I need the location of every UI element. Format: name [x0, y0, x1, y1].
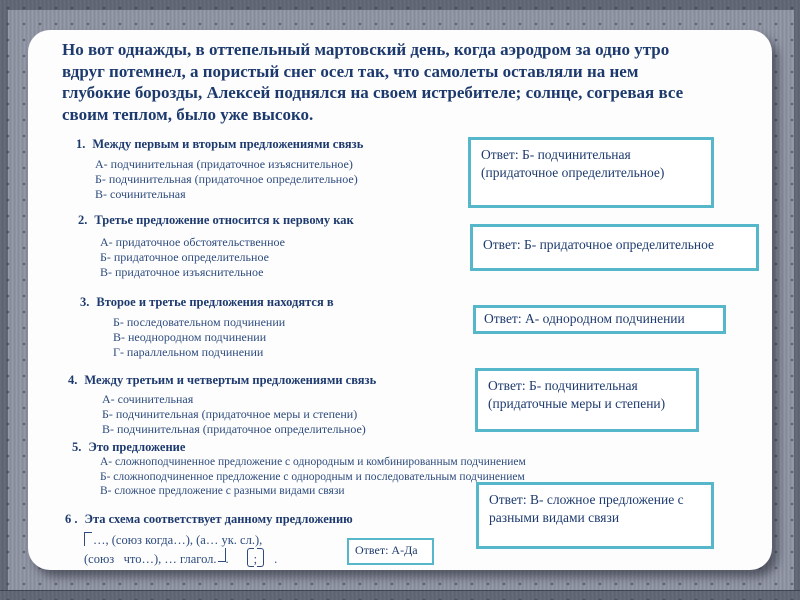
bracket-open-icon [84, 532, 92, 546]
answer-box-1: Ответ: Б- подчинительная (придаточное определительное) [468, 137, 714, 208]
question-1-option-v: В- сочинительная [95, 187, 186, 201]
answer-box-2: Ответ: Б- придаточное определительное [470, 224, 759, 271]
question-5-option-v: В- сложное предложение с разными видами связи [100, 485, 345, 497]
question-2-title: 2. Третье предложение относится к первому как [78, 213, 354, 227]
question-3-option-b: Б- последовательном подчинении [113, 315, 286, 329]
schema-line-2: (союз что…), … глагол. . ; . [84, 548, 734, 567]
background-left-band [0, 10, 8, 590]
question-6-number: 6 . [65, 511, 78, 526]
background-right-band [794, 10, 800, 590]
question-5-title: 5. Это предложение [72, 440, 186, 454]
background-bottom-band [0, 590, 800, 600]
question-2-number: 2. [78, 213, 88, 227]
question-1-option-a: А- подчинительная (придаточное изъяснительное) [95, 157, 353, 171]
question-4-option-a: А- сочинительная [102, 392, 194, 406]
question-1-option-b: Б- подчинительная (придаточное определительное) [95, 172, 358, 186]
background-top-band [0, 0, 800, 10]
answer-box-5: Ответ: В- сложное предложение с разными видами связи [476, 482, 714, 549]
semicolon-bracket-right-icon [257, 548, 264, 567]
question-5-number: 5. [72, 440, 82, 454]
question-2-option-v: В- придаточное изъяснительное [100, 265, 264, 279]
schema-semicolon: ; [253, 551, 258, 566]
question-1-title: 1. Между первым и вторым предложениями связь [76, 137, 364, 151]
question-3-option-v: В- неоднородном подчинении [113, 330, 267, 344]
answer-box-6: Ответ: А-Да [347, 538, 434, 565]
question-1-number: 1. [76, 137, 86, 151]
question-6-title: 6 . Эта схема соответствует данному предложению [65, 511, 353, 526]
main-paragraph: Но вот однажды, в оттепельный мартовский день, когда аэродром за одно утро вдруг потемнел, а пористый снег осел так, что самолеты оставляли на нем глубокие борозды, Алексей поднялся на своем истребителе; солнце, согревая все своим теплом, было уже высоко. [62, 40, 684, 124]
answer-box-4: Ответ: Б- подчинительная (придаточные меры и степени) [475, 368, 699, 432]
question-2-option-a: А- придаточное обстоятельственное [100, 235, 285, 249]
question-3-number: 3. [80, 295, 90, 309]
question-4-option-b: Б- подчинительная (придаточное меры и степени) [102, 407, 358, 421]
semicolon-bracket-left-icon [247, 548, 254, 567]
question-2-option-b: Б- придаточное определительное [100, 250, 269, 264]
question-3-title: 3. Второе и третье предложения находятся в [80, 295, 334, 309]
question-5-option-a: А- сложноподчиненное предложение с однородным и комбинированным подчинением [100, 456, 526, 468]
bracket-close-icon [218, 548, 226, 562]
schema-final-dot: . [274, 551, 278, 566]
question-4-option-v: В- подчинительная (придаточное определительное) [102, 422, 366, 436]
schema-line-1: …, (союз когда…), (а… ук. сл.), [84, 532, 734, 548]
question-4-number: 4. [68, 373, 78, 387]
question-4-title: 4. Между третьим и четвертым предложениями связь [68, 373, 377, 387]
answer-box-3: Ответ: А- однородном подчинении [473, 305, 726, 334]
question-3-option-g: Г- параллельном подчинении [113, 345, 264, 359]
question-5-option-b: Б- сложноподчиненное предложение с однородным и последовательным подчинением [100, 470, 525, 483]
